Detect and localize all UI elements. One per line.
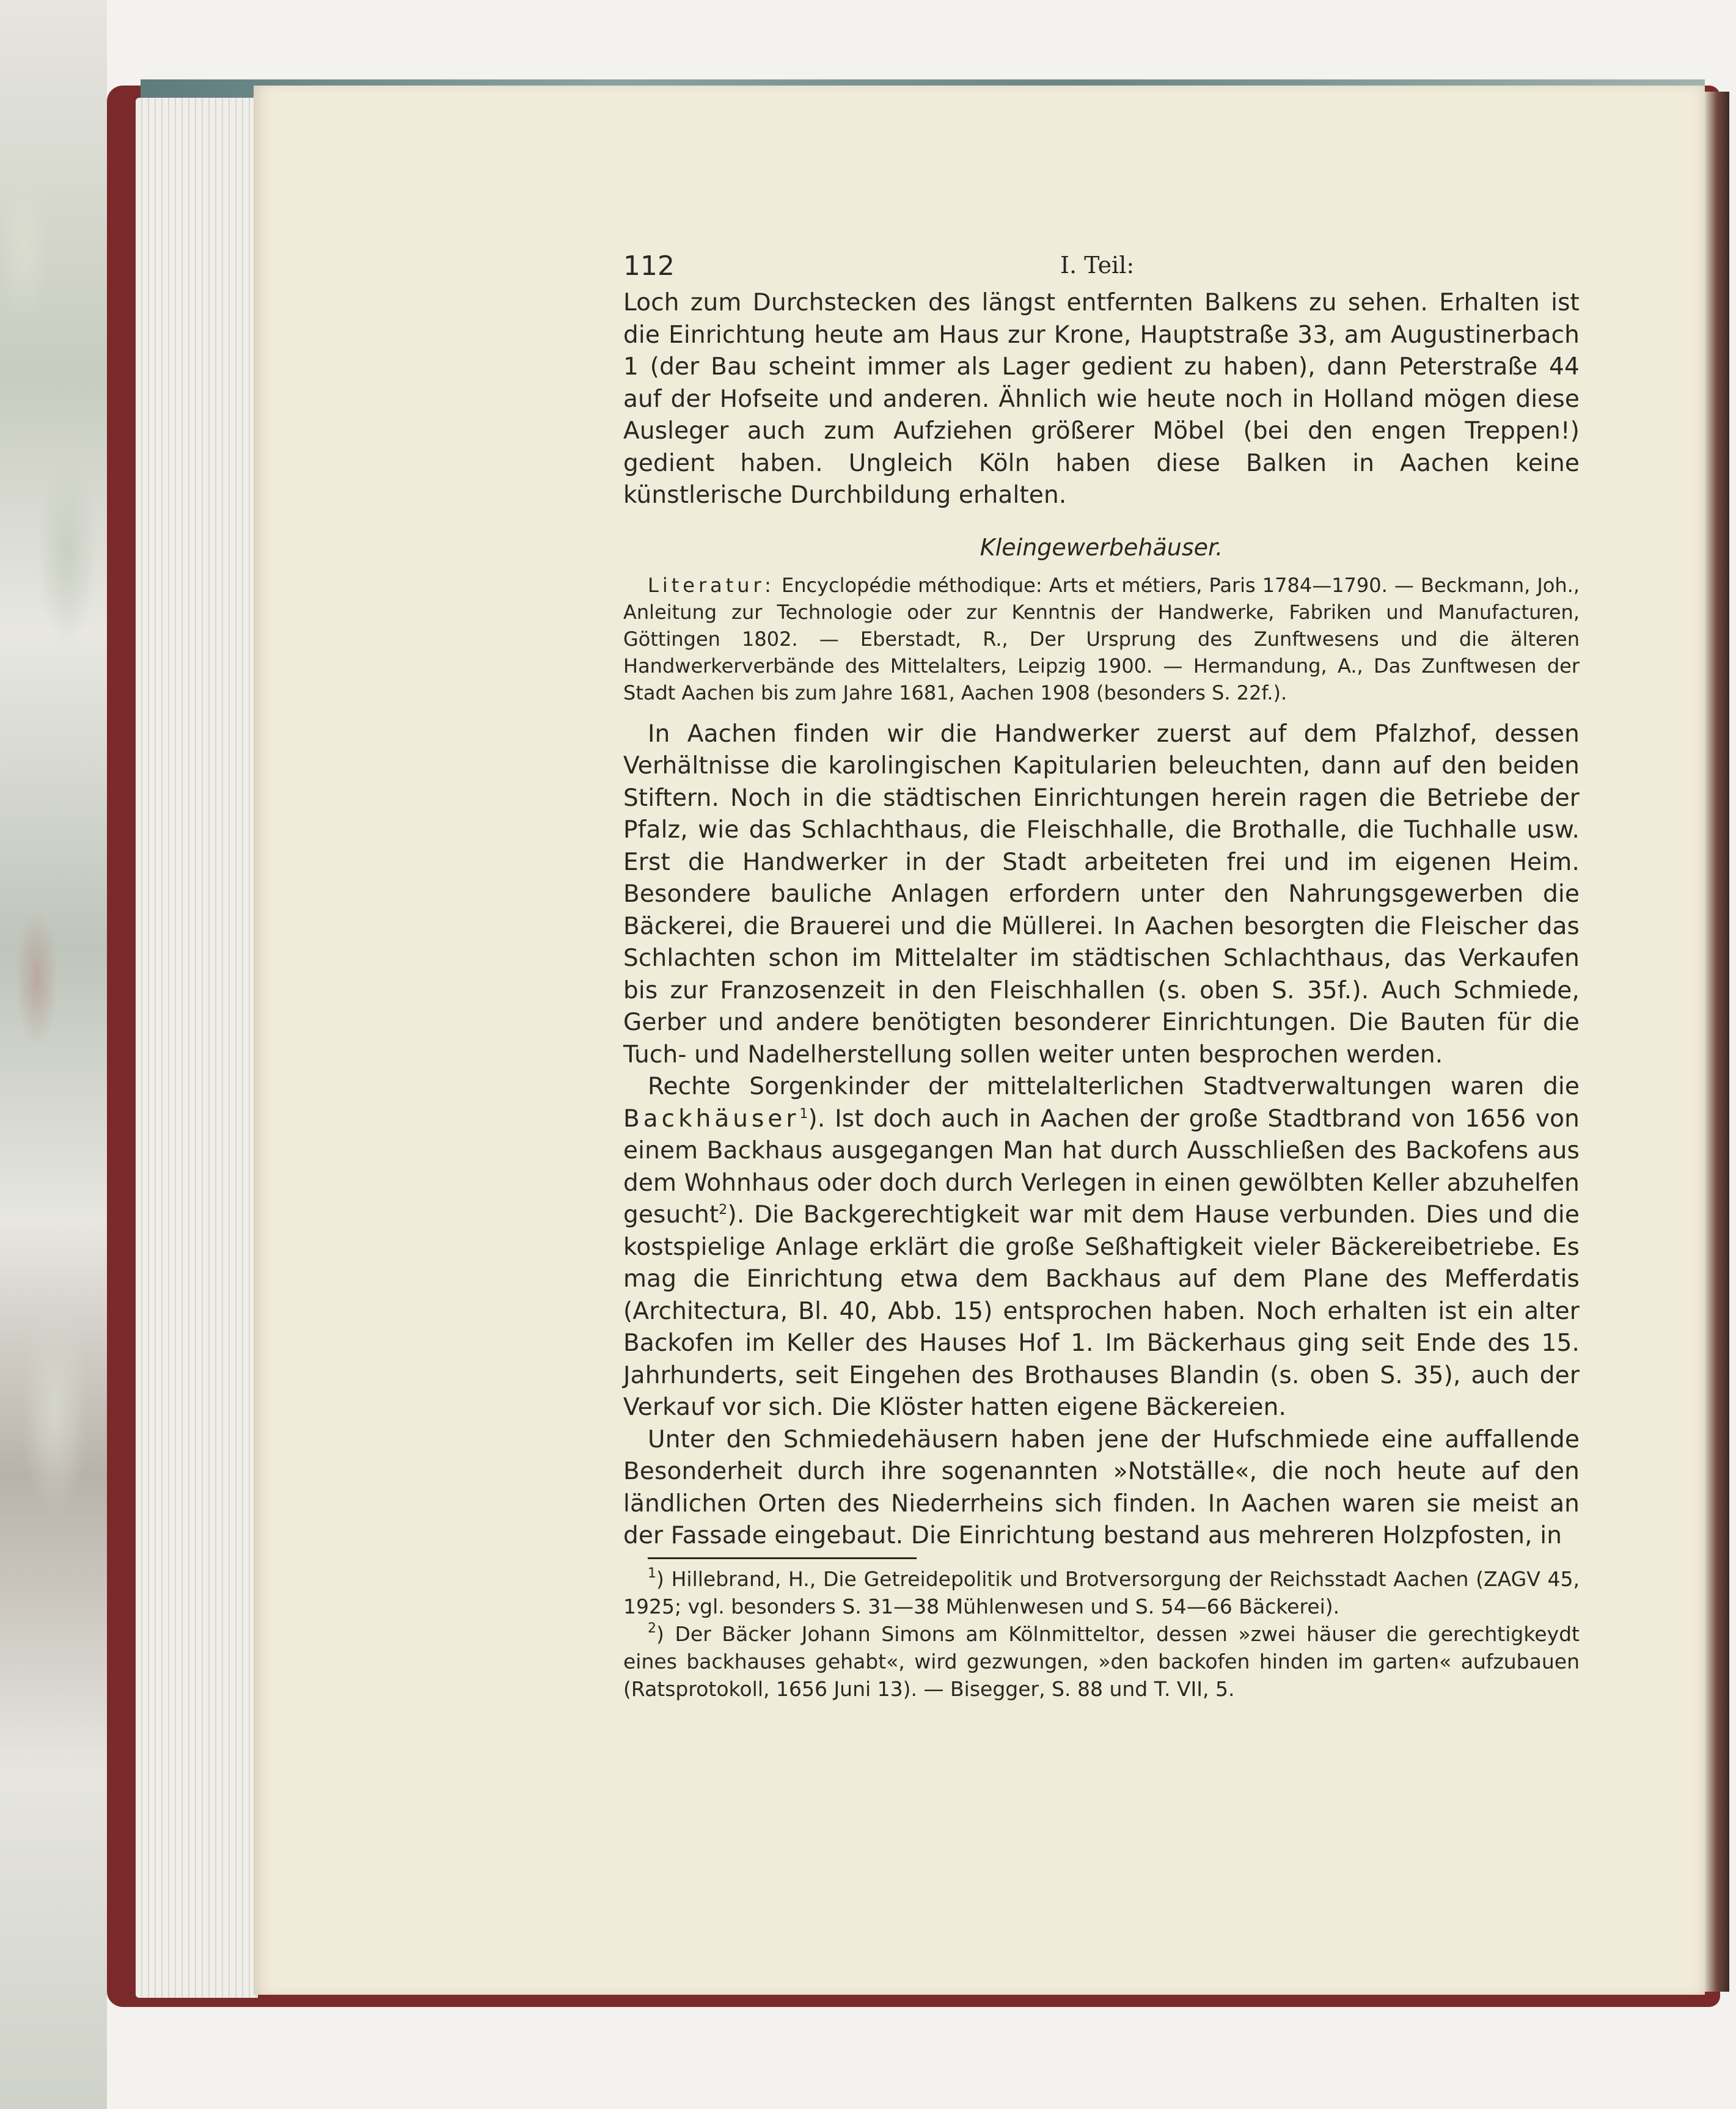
paragraph-3-end: . Die Backgerechtigkeit war mit dem Hause verbunden. Dies und die kostspielige Anlage erklärt die große Seßhaftigkeit vieler Bäckereibetriebe. Es mag die Einrichtung etwa dem Backhaus auf dem Plane des Mefferdatis (Architectura, Bl. 40, Abb. 15) entsprochen haben. Noch erhalten ist ein alter Backofen im Keller des Hauses Hof 1. Im Bäckerhaus ging seit Ende des 15. Jahrhunderts, seit Eingehen des Brothauses Blandin (s. oben S. 35), auch der Verkauf vor sich. Die Klöster hatten eigene Bäckereien.	[623, 1201, 1580, 1421]
page-content	[623, 244, 1580, 1703]
footnote-2: $^2$) Der Bäcker Johann Simons am Kölnmitteltor, dessen »zwei häuser die gerechtigkeydt eines backhauses gehabt«, wird gezwungen, »den backofen hinden im garten« aufzubauen (Ratsprotokoll, 1656 Juni 13). — Bisegger, S. 88 und T. VII, 5.	[623, 1620, 1580, 1701]
section-heading: Kleingewerbehäuser.	[980, 533, 1223, 561]
footnote-1: $^1$) Hillebrand, H., Die Getreidepolitik und Brotversorgung der Reichsstadt Aachen (ZAGV 45, 1925; vgl. besonders S. 31—38 Mühlenwesen und S. 54—66 Bäckerei).	[623, 1565, 1580, 1618]
page-edges	[136, 98, 258, 1998]
page-number: 112	[623, 250, 675, 282]
footnote-rule	[648, 1557, 917, 1559]
footnote-ref-1: 1	[799, 1106, 808, 1122]
backhaeuser-term: Backhäuser	[623, 1105, 800, 1133]
running-head	[623, 244, 1580, 287]
paragraph-3-start: Rechte Sorgenkinder der mittelalterlichen Stadtverwaltungen waren die	[648, 1073, 1580, 1100]
literature-text: Encyclopédie méthodique: Arts et métiers, Paris 1784—1790. — Beckmann, Joh., Anleitung zur Technologie oder zur Kenntnis der Handwerke, Fabriken und Manufacturen, Göttingen 1802. — Eberstadt, R., Der Ursprung des Zunftwesens und die älteren Handwerkerverbände des Mittelalters, Leipzig 1900. — Hermandung, A., Das Zunftwesen der Stadt Aachen bis zum Jahre 1681, Aachen 1908 (besonders S. 22f.).	[623, 573, 1580, 704]
footnote-1-text: Hillebrand, H., Die Getreidepolitik und Brotversorgung der Reichsstadt Aachen (ZAGV 45, 1925; vgl. besonders S. 31—38 Mühlenwesen und S. 54—66 Bäckerei).	[623, 1566, 1580, 1618]
footnote-1-mark: 1	[648, 1565, 656, 1581]
literature-label: Literatur:	[648, 573, 775, 597]
literature-block	[623, 572, 1580, 706]
paragraph-3-middle: . Ist doch auch in Aachen der große Stadtbrand von 1656 von einem Backhaus ausgegangen Man hat durch Ausschließen des Backofens aus dem Wohnhaus oder doch durch Verlegen in einen gewölbten Keller abzuhelfen gesucht	[623, 1105, 1580, 1229]
paragraph-3: Rechte Sorgenkinder der mittelalterlichen Stadtverwaltungen waren die Backhäuser$^1$). Ist doch auch in Aachen der große Stadtbrand von 1656 von einem Backhaus ausgegangen Man hat durch Ausschließen des Backofens aus dem Wohnhaus oder doch durch Verlegen in einen gewölbten Keller abzuhelfen gesucht$^2$). Die Backgerechtigkeit war mit dem Hause verbunden. Dies und die kostspielige Anlage erklärt die große Seßhaftigkeit vieler Bäckereibetriebe. Es mag die Einrichtung etwa dem Backhaus auf dem Plane des Mefferdatis (Architectura, Bl. 40, Abb. 15) entsprochen haben. Noch erhalten ist ein alter Backofen im Keller des Hauses Hof 1. Im Bäckerhaus ging seit Ende des 15. Jahrhunderts, seit Eingehen des Brothauses Blandin (s. oben S. 35), auch der Verkauf vor sich. Die Klöster hatten eigene Bäckereien.	[623, 1073, 1580, 1421]
paragraph-1: Loch zum Durchstecken des längst entfernten Balkens zu sehen. Erhalten ist die Einrichtung heute am Haus zur Krone, Hauptstraße 33, am Augustinerbach 1 (der Bau scheint immer als Lager gedient zu haben), dann Peterstraße 44 auf der Hofseite und anderen. Ähnlich wie heute noch in Holland mögen diese Ausleger auch zum Aufziehen größerer Möbel (bei den engen Treppen!) gedient haben. Ungleich Köln haben diese Balken in Aachen keine künstlerische Durchbildung erhalten.	[623, 289, 1580, 509]
footnote-2-text: Der Bäcker Johann Simons am Kölnmitteltor, dessen »zwei häuser die gerechtigkeydt eines backhauses gehabt«, wird gezwungen, »den backofen hinden im garten« aufzubauen (Ratsprotokoll, 1656 Juni 13). — Bisegger, S. 88 und T. VII, 5.	[623, 1621, 1580, 1701]
marbled-endpaper	[0, 0, 107, 2109]
footnote-2-mark: 2	[648, 1620, 656, 1636]
paragraph-2: In Aachen finden wir die Handwerker zuerst auf dem Pfalzhof, dessen Verhältnisse die karolingischen Kapitularien beleuchten, dann auf den beiden Stiftern. Noch in die städtischen Einrichtungen herein ragen die Betriebe der Pfalz, wie das Schlachthaus, die Fleischhalle, die Brothalle, die Tuchhalle usw. Erst die Handwerker in der Stadt arbeiteten frei und im eigenen Heim. Besondere bauliche Anlagen erfordern unter den Nahrungsgewerben die Bäckerei, die Brauerei und die Müllerei. In Aachen besorgten die Fleischer das Schlachten schon im Mittelalter im städtischen Schlachthaus, das Verkaufen bis zur Franzosenzeit in den Fleischhallen (s. oben S. 35f.). Auch Schmiede, Gerber und andere benötigten besonderer Einrichtungen. Die Bauten für die Tuch- und Nadelherstellung sollen weiter unten besprochen werden.	[623, 720, 1580, 1069]
running-title: I. Teil:	[1060, 252, 1135, 279]
footnote-ref-2: 2	[719, 1202, 728, 1218]
book-gutter	[1705, 92, 1729, 1992]
paragraph-4: Unter den Schmiedehäusern haben jene der Hufschmiede eine auffallende Besonderheit durch ihre sogenannten »Notställe«, die noch heute auf den ländlichen Orten des Niederrheins sich finden. In Aachen waren sie meist an der Fassade eingebaut. Die Einrichtung bestand aus mehreren Holzpfosten, in	[623, 1425, 1580, 1549]
